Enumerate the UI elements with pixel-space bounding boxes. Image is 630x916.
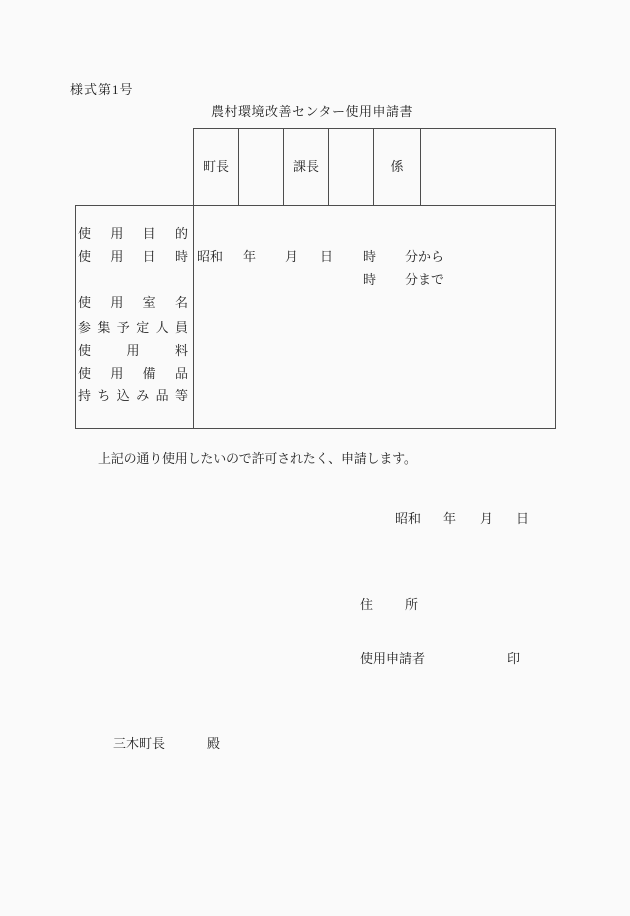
approval-cell-mayor-stamp [239,129,284,205]
row-label-use-purpose: 使用目的 [78,226,188,241]
row-label-brought-items: 持ち込み品等 [78,388,188,403]
datetime-minute-from-label: 分から [405,249,445,264]
clerk-label: 係 [390,159,404,174]
approval-cell-mayor-label [194,129,239,205]
approval-cell-clerk-label [374,129,421,205]
row-label-attendees: 参集予定人員 [78,320,188,335]
signature-date-era-label: 昭和 [395,511,422,526]
approval-cell-section-chief-label [284,129,329,205]
form-number: 様式第1号 [70,82,134,97]
label-column-divider [193,206,194,428]
address-label-left: 住 [360,597,374,612]
datetime-hour-from-label: 時 [363,249,377,264]
row-label-use-fee: 使用料 [78,343,188,358]
main-form-table [75,205,556,429]
approval-stamp-table [193,128,556,206]
datetime-year-label: 年 [243,249,257,264]
datetime-month-label: 月 [285,249,299,264]
signature-date-year-label: 年 [443,511,457,526]
datetime-hour-to-label: 時 [363,272,377,287]
approval-cell-remarks-space [421,129,555,205]
row-label-equipment: 使用備品 [78,366,188,381]
section-chief-label: 課長 [292,159,319,174]
form-title: 農村環境改善センター使用申請書 [211,104,413,119]
row-label-room-name: 使用室名 [78,295,188,310]
datetime-day-label: 日 [320,249,334,264]
address-label-right: 所 [405,597,419,612]
seal-label: 印 [507,651,521,666]
datetime-minute-to-label: 分まで [405,272,445,287]
applicant-label: 使用申請者 [360,651,426,666]
addressee-name: 三木町長 [113,736,166,751]
signature-date-day-label: 日 [516,511,530,526]
signature-date-month-label: 月 [480,511,494,526]
application-statement: 上記の通り使用したいので許可されたく、申請します。 [98,451,417,466]
mayor-label: 町長 [202,159,229,174]
row-label-use-datetime: 使用日時 [78,249,188,264]
datetime-era-label: 昭和 [197,249,224,264]
approval-cell-section-chief-stamp [329,129,374,205]
addressee-honorific: 殿 [207,736,221,751]
